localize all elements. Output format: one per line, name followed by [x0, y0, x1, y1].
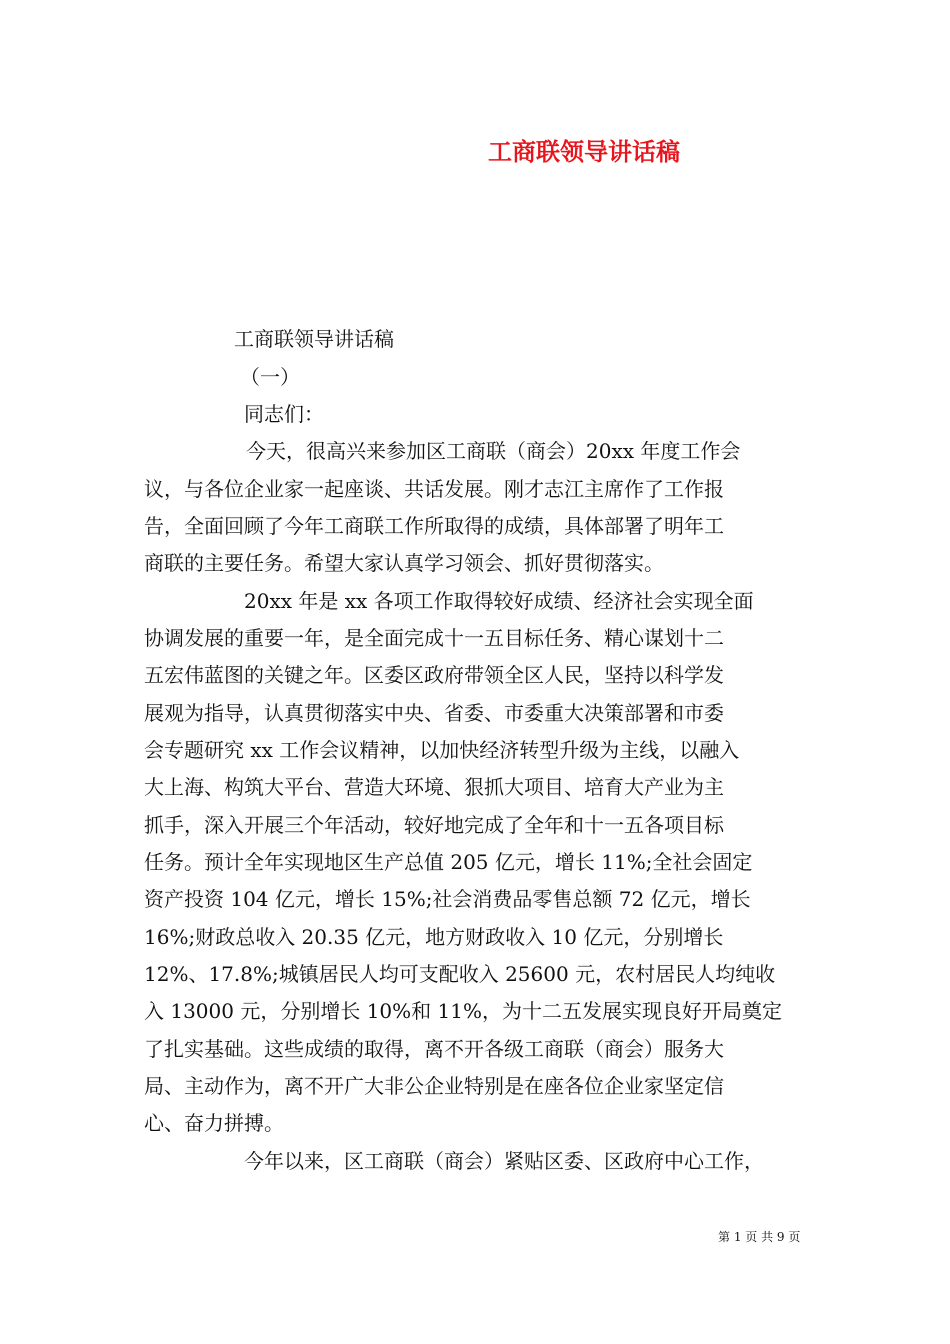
paragraph-line: 会专题研究 xx 工作会议精神，以加快经济转型升级为主线，以融入	[144, 738, 740, 762]
page-number: 第 1 页 共 9 页	[718, 1230, 801, 1244]
paragraph-line: 20xx 年是 xx 各项工作取得较好成绩、经济社会实现全面	[244, 589, 754, 613]
page-title: 工商联领导讲话稿	[488, 137, 680, 166]
paragraph-line: 入 13000 元，分别增长 10%和 11%，为十二五发展实现良好开局奠定	[144, 999, 782, 1023]
paragraph-line: 今天，很高兴来参加区工商联（商会）20xx 年度工作会	[246, 439, 741, 463]
section-number: （一）	[240, 365, 300, 389]
paragraph-line: 协调发展的重要一年，是全面完成十一五目标任务、精心谋划十二	[144, 626, 724, 650]
paragraph-line: 局、主动作为，离不开广大非公企业特别是在座各位企业家坚定信	[144, 1074, 724, 1098]
paragraph-line: 心、奋力拼搏。	[144, 1111, 284, 1135]
paragraph-line: 告，全面回顾了今年工商联工作所取得的成绩，具体部署了明年工	[144, 514, 724, 538]
paragraph-line: 抓手，深入开展三个年活动，较好地完成了全年和十一五各项目标	[144, 813, 724, 837]
paragraph-line: 五宏伟蓝图的关键之年。区委区政府带领全区人民，坚持以科学发	[144, 663, 724, 687]
section-heading: 工商联领导讲话稿	[234, 327, 394, 351]
paragraph-line: 展观为指导，认真贯彻落实中央、省委、市委重大决策部署和市委	[144, 701, 724, 725]
paragraph-line: 议，与各位企业家一起座谈、共话发展。刚才志江主席作了工作报	[144, 477, 724, 501]
paragraph-line: 了扎实基础。这些成绩的取得，离不开各级工商联（商会）服务大	[144, 1037, 724, 1061]
paragraph-line: 大上海、构筑大平台、营造大环境、狠抓大项目、培育大产业为主	[144, 775, 724, 799]
paragraph-line: 16%;财政总收入 20.35 亿元，地方财政收入 10 亿元，分别增长	[144, 925, 724, 949]
paragraph-line: 12%、17.8%;城镇居民人均可支配收入 25600 元，农村居民人均纯收	[144, 962, 776, 986]
salutation: 同志们：	[244, 402, 324, 426]
paragraph-line: 资产投资 104 亿元，增长 15%;社会消费品零售总额 72 亿元，增长	[144, 887, 751, 911]
paragraph-line: 今年以来，区工商联（商会）紧贴区委、区政府中心工作，	[244, 1149, 764, 1173]
paragraph-line: 商联的主要任务。希望大家认真学习领会、抓好贯彻落实。	[144, 551, 664, 575]
page-footer	[718, 1228, 800, 1245]
paragraph-line: 任务。预计全年实现地区生产总值 205 亿元，增长 11%;全社会固定	[144, 850, 753, 874]
